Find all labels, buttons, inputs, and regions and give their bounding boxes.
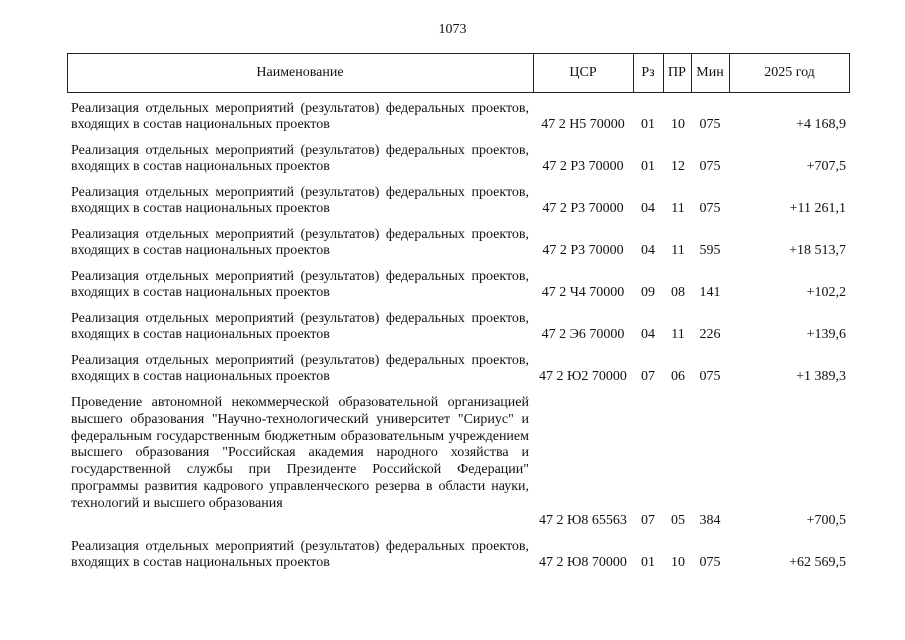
row-amount: +700,5: [806, 513, 846, 528]
row-pr: 05: [671, 513, 685, 528]
row-csr: 47 2 Ю8 70000: [539, 555, 627, 570]
header-min: Мин: [696, 65, 724, 80]
row-rz: 01: [641, 117, 655, 132]
row-amount: +102,2: [806, 285, 846, 300]
row-pr: 11: [671, 201, 685, 216]
row-name: Реализация отдельных мероприятий (результатов) федеральных проектов, входящих в состав национальных проектов: [71, 101, 529, 132]
row-csr: 47 2 Э6 70000: [541, 327, 625, 342]
row-name: Реализация отдельных мероприятий (результатов) федеральных проектов, входящих в состав национальных проектов: [71, 269, 529, 300]
row-csr: 47 2 Ю8 65563: [539, 513, 627, 528]
row-amount: +11 261,1: [789, 201, 846, 216]
row-min: 141: [699, 285, 721, 300]
row-csr: 47 2 Ч4 70000: [541, 285, 625, 300]
row-min: 075: [699, 201, 721, 216]
row-min: 075: [699, 555, 721, 570]
row-name: Реализация отдельных мероприятий (результатов) федеральных проектов, входящих в состав национальных проектов: [71, 311, 529, 342]
table-row: [67, 539, 850, 571]
row-name: Реализация отдельных мероприятий (результатов) федеральных проектов, входящих в состав национальных проектов: [71, 539, 529, 570]
row-csr: 47 2 Р3 70000: [542, 243, 624, 258]
row-pr: 06: [671, 369, 685, 384]
header-csr: ЦСР: [569, 65, 597, 80]
table-row: [67, 269, 850, 301]
header-name: Наименование: [256, 65, 344, 80]
row-pr: 08: [671, 285, 685, 300]
row-rz: 07: [641, 369, 655, 384]
row-amount: +139,6: [806, 327, 846, 342]
table-row: [67, 143, 850, 175]
row-rz: 04: [641, 201, 655, 216]
row-csr: 47 2 Ю2 70000: [539, 369, 627, 384]
row-min: 595: [699, 243, 721, 258]
row-csr: 47 2 H5 70000: [541, 117, 625, 132]
page-number: 1073: [438, 22, 467, 37]
row-rz: 04: [641, 243, 655, 258]
row-csr: 47 2 Р3 70000: [542, 159, 624, 174]
row-amount: +1 389,3: [796, 369, 846, 384]
row-amount: +707,5: [806, 159, 846, 174]
row-pr: 12: [671, 159, 685, 174]
row-name: Реализация отдельных мероприятий (результатов) федеральных проектов, входящих в состав национальных проектов: [71, 185, 529, 216]
row-rz: 09: [641, 285, 655, 300]
row-name: Реализация отдельных мероприятий (результатов) федеральных проектов, входящих в состав национальных проектов: [71, 143, 529, 174]
row-name: Проведение автономной некоммерческой образовательной организацией высшего образования "Научно-технологический университет "Сириус" и федеральным государственным бюджетным образовательным учреждением высшего образования "Российская академия народного хозяйства и государственной службы при Президенте Российской Федерации" программы развития кадрового управленческого резерва в области науки, технологий и высшего образования: [71, 395, 529, 511]
row-min: 075: [699, 117, 721, 132]
row-pr: 10: [671, 117, 685, 132]
header-pr: ПР: [668, 65, 686, 80]
row-pr: 11: [671, 243, 685, 258]
table-header: [67, 53, 850, 93]
row-name: Реализация отдельных мероприятий (результатов) федеральных проектов, входящих в состав национальных проектов: [71, 227, 529, 258]
table-row: [67, 353, 850, 385]
table-row: [67, 101, 850, 133]
budget-table: [67, 53, 850, 571]
row-amount: +62 569,5: [789, 555, 846, 570]
row-amount: +4 168,9: [796, 117, 846, 132]
row-pr: 11: [671, 327, 685, 342]
row-min: 075: [699, 369, 721, 384]
row-min: 075: [699, 159, 721, 174]
row-pr: 10: [671, 555, 685, 570]
row-rz: 01: [641, 159, 655, 174]
row-amount: +18 513,7: [789, 243, 846, 258]
table-row: [67, 185, 850, 217]
row-rz: 04: [641, 327, 655, 342]
row-name: Реализация отдельных мероприятий (результатов) федеральных проектов, входящих в состав национальных проектов: [71, 353, 529, 384]
row-rz: 07: [641, 513, 655, 528]
table-row: [67, 395, 850, 529]
row-csr: 47 2 Р3 70000: [542, 201, 624, 216]
row-rz: 01: [641, 555, 655, 570]
table-row: [67, 311, 850, 343]
header-rz: Рз: [641, 65, 655, 80]
row-min: 384: [699, 513, 721, 528]
table-row: [67, 227, 850, 259]
row-min: 226: [699, 327, 721, 342]
header-year: 2025 год: [764, 65, 815, 80]
